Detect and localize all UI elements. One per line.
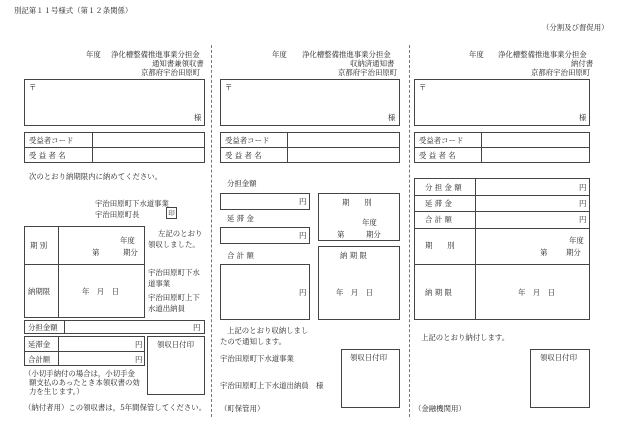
stub3-amount-label: 分 担 金 額 <box>425 183 462 192</box>
stub1-note3: 力を生じます。） <box>29 387 84 396</box>
stub2-amount-label: 分担金額 <box>227 179 257 188</box>
stub1-issuer1: 宇治田原町下水道事業 <box>95 199 169 208</box>
stub3-late-label: 延 滞 金 <box>425 199 452 208</box>
stub2-total-label: 合 計 額 <box>227 251 254 260</box>
stub1-amount-label: 分担金額 <box>28 323 58 332</box>
stub1-org2: 道事業 <box>148 279 171 288</box>
stub2-notice1: 上記のとおり収納しまし <box>227 326 309 335</box>
stub3-period-bun: 期分 <box>566 248 581 257</box>
stub2-title1: 浄化槽整備推進事業分担金 <box>302 50 391 59</box>
stub1-year: 年度 <box>86 50 101 59</box>
stub2-period-dai: 第 <box>337 230 345 239</box>
stub3-year: 年度 <box>469 50 484 59</box>
stub2-late-yen: 円 <box>299 231 307 240</box>
stub2-late-label: 延 滞 金 <box>227 214 254 223</box>
stub3-period-dai: 第 <box>540 248 548 257</box>
stub2-title2: 収納済通知書 <box>350 59 395 68</box>
stub1-amount-yen: 円 <box>193 323 201 332</box>
stub1-org4: 水道出納員 <box>148 304 185 313</box>
stub1-total-label: 合計額 <box>28 355 51 364</box>
stub3-sama: 様 <box>579 113 587 122</box>
stub3-total-yen: 円 <box>579 215 587 224</box>
stub1-name-label: 受 益 者 名 <box>29 151 66 160</box>
stub1-stamp-label: 領収日付印 <box>157 340 194 349</box>
stub2-total-box <box>220 264 310 320</box>
stub1-period-dai: 第 <box>92 248 100 257</box>
stub2-late-box <box>220 227 310 244</box>
separator-2 <box>409 45 410 417</box>
stub2-pref: 京都府宇治田原町 <box>338 68 398 77</box>
stub3-amount-yen: 円 <box>579 183 587 192</box>
stub1-period-bun: 期分 <box>123 248 138 257</box>
stub3-code-label: 受益者コード <box>419 136 464 145</box>
stub3-address-box <box>414 79 590 126</box>
stub2-period-year: 年度 <box>362 218 377 227</box>
separator-1 <box>211 45 212 417</box>
stub3-due-label: 納 期 限 <box>425 288 452 297</box>
stub2-postal: 〒 <box>225 83 233 92</box>
stub3-period-year: 年度 <box>569 236 584 245</box>
stub1-footer: （納付者用）この領収書は，5年間保管してください。 <box>24 403 207 412</box>
stub1-due-date: 年 月 日 <box>82 287 119 296</box>
stub3-notice: 上記のとおり納付します。 <box>421 333 510 342</box>
stub3-pref: 京都府宇治田原町 <box>531 68 591 77</box>
stub3-stamp-label: 領収日付印 <box>540 353 577 362</box>
stub1-period-label: 期 別 <box>30 241 48 250</box>
stub3-title1: 浄化槽整備推進事業分担金 <box>498 50 587 59</box>
stub2-stamp-label: 領収日付印 <box>350 353 387 362</box>
stub1-code-label: 受益者コード <box>29 136 74 145</box>
stub1-due-label: 納期限 <box>28 287 51 296</box>
stub1-instruction: 次のとおり納期限内に納めてください。 <box>29 172 163 181</box>
stub1-seal: 印 <box>166 207 177 219</box>
stub1-title2: 通知書兼領収書 <box>152 59 204 68</box>
stub1-total-yen: 円 <box>135 355 143 364</box>
stub2-period-label: 期 別 <box>342 198 372 207</box>
stub1-postal: 〒 <box>29 83 37 92</box>
stub2-year: 年度 <box>272 50 287 59</box>
stub1-late-label: 延滞金 <box>28 340 51 349</box>
stub3-late-yen: 円 <box>579 199 587 208</box>
stub3-total-label: 合 計 額 <box>425 215 452 224</box>
stub3-due-date: 年 月 日 <box>518 288 555 297</box>
stub3-period-label: 期 別 <box>425 241 455 250</box>
stub1-issuer2: 宇治田原町長 <box>95 210 140 219</box>
stub1-address-box <box>24 79 205 126</box>
stub2-footer: （町保管用） <box>220 404 265 413</box>
stub3-name-label: 受 益 者 名 <box>419 151 456 160</box>
stub2-name-label: 受 益 者 名 <box>225 151 262 160</box>
stub1-late-yen: 円 <box>135 340 143 349</box>
stub2-notice2: たので通知します。 <box>220 337 286 346</box>
stub2-org2: 宇治田原町上下水道出納員 様 <box>220 381 324 390</box>
stub2-org1: 宇治田原町下水道事業 <box>220 354 294 363</box>
stub2-address-box <box>220 79 400 126</box>
stub2-code-label: 受益者コード <box>225 136 270 145</box>
form-title: 別記第１１号様式（第１２条関係） <box>14 6 133 15</box>
stub1-received1: 左記のとおり <box>158 229 203 238</box>
stub2-due-label: 納 期 限 <box>340 251 367 260</box>
stub1-period-year: 年度 <box>120 236 135 245</box>
stub1-title1: 浄化槽整備推進事業分担金 <box>111 50 200 59</box>
stub2-sama: 様 <box>388 113 396 122</box>
stub1-received2: 領収しました。 <box>148 240 200 249</box>
stub1-pref: 京都府宇治田原町 <box>141 68 201 77</box>
stub1-note2: 額支払のあったとき本領収書の効 <box>29 378 140 387</box>
stub3-title2: 納付書 <box>571 59 594 68</box>
stub2-amount-yen: 円 <box>299 197 307 206</box>
stub2-amount-box <box>220 193 310 210</box>
stub1-sama: 様 <box>194 113 202 122</box>
stub3-footer: （金融機関用） <box>414 404 466 413</box>
stub2-total-yen: 円 <box>299 288 307 297</box>
stub3-postal: 〒 <box>419 83 427 92</box>
stub2-due-date: 年 月 日 <box>336 288 373 297</box>
stub1-org1: 宇治田原町下水 <box>148 268 200 277</box>
stub1-org3: 宇治田原町上下 <box>148 293 200 302</box>
stub2-period-bun: 期分 <box>366 230 381 239</box>
stub1-note1: （小切手納付の場合は，小切手金 <box>24 369 135 378</box>
copy-note: （分割及び督促用） <box>542 23 609 32</box>
